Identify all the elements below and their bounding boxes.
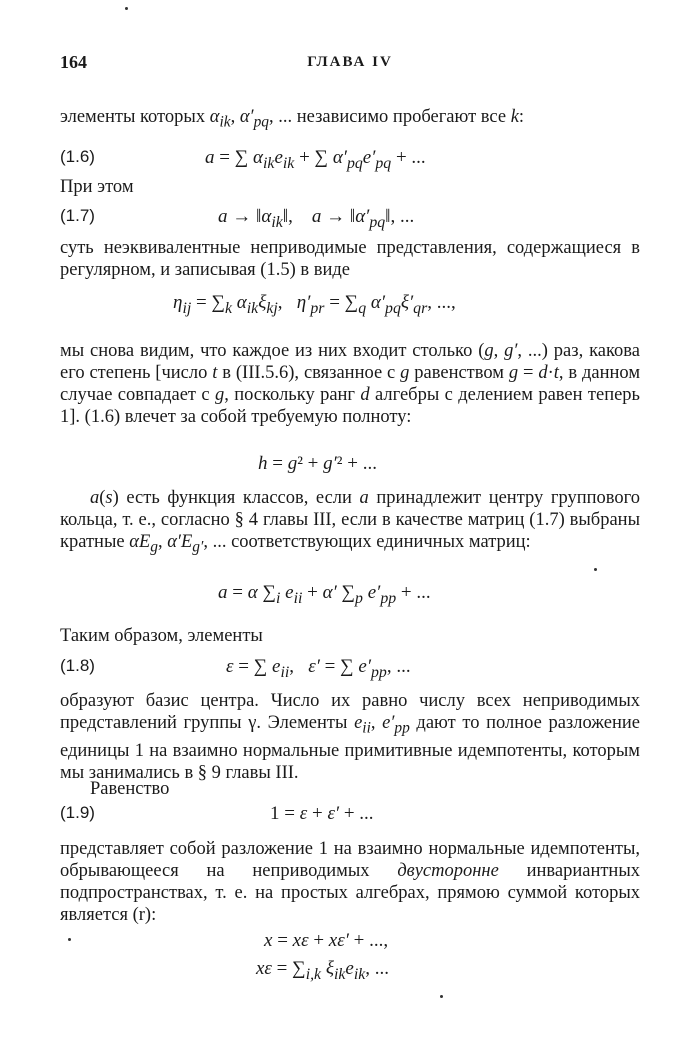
equation-number-1-6: (1.6)	[60, 147, 95, 166]
paragraph-9: представляет собой разложение 1 на взаимно нормальные идемпотенты, обрывающееся на неприводимых двусторонне инвариантных подпространствах, т. е. на простых алгебрах, прямою суммой которых является (r):	[60, 839, 641, 925]
page-number: 164	[60, 52, 87, 72]
print-speck	[68, 938, 71, 941]
paragraph-3: суть неэквивалентные неприводимые представления, содержащиеся в регулярном, и записывая (1.5) в виде	[60, 238, 640, 280]
equation-number-1-9: (1.9)	[60, 803, 95, 822]
text-line-8: Равенство	[90, 779, 170, 799]
page-header	[60, 52, 640, 76]
print-speck	[594, 568, 597, 571]
equation-number-1-8: (1.8)	[60, 656, 95, 675]
running-head: ГЛАВА IV	[307, 54, 393, 70]
text-line-1: элементы которых $\alpha_{ik}$, $\alpha'_{pq}$, ... независимо пробегают все k:	[60, 107, 525, 131]
paragraph-5: a(s) есть функция классов, если a принадлежит центру группового кольца, т. е., согласно § 4 главы III, если в качестве матриц (1.7) выбраны кратные $\alpha E_g$, $\alpha'E_{g'}$, ... соответствующих единичных матриц:	[60, 488, 640, 556]
print-speck	[440, 995, 443, 998]
text-line-2: При этом	[60, 177, 134, 197]
paragraph-7: образуют базис центра. Число их равно числу всех неприводимых представлений группы γ. Элементы $e_{ii}$, $e'_{pp}$ дают то полное разложение единицы 1 на взаимно нормальные примитивные идемпотенты, которым мы занимались в § 9 главы III.	[60, 691, 640, 783]
paragraph-4: мы снова видим, что каждое из них входит столько (g, g′, ...) раз, какова его степень [число t в (III.5.6), связанное с g равенством g = d·t, в данном случае совпадает с g, поскольку ранг d алгебры с делением равен теперь 1]. (1.6) влечет за собой требуемую полноту:	[60, 341, 641, 427]
print-speck	[125, 7, 128, 10]
text-line-6: Таким образом, элементы	[60, 626, 263, 646]
equation-number-1-7: (1.7)	[60, 206, 95, 225]
book-page: 164 ГЛАВА IV элементы которых $\alpha_{ik}$, $\alpha'_{pq}$, ... независимо пробегают все k: (1.6) a = ∑ $\alpha_{ik}e_{ik}$ + ∑ $\alpha'_{pq}e'_{pq}$ + ... При этом (1.7) $a \to ‖\alpha_{ik}‖$, $a \to ‖\alpha'_{pq}‖$, ... суть неэквивалентные неприводимые представления, содержащиеся в регулярном, и записывая (1.5) в виде $\eta_{ij} = \sum_k$ $\alpha_{ik}\xi_{kj}$, $\eta'_{pr} = \sum_q$ $\alpha'_{pq}\xi'_{qr}$, ..., мы снова видим, что каждое из них входит столько (g, g′, ...) раз, какова его степень [число t в (III.5.6), связанное с g равенством g = d·t, в данном случае совпадает с g, поскольку ранг d алгебры с делением равен теперь 1]. (1.6) влечет за собой требуемую полноту: h = g² + g′² + ... a(s) есть функция классов, если a принадлежит центру группового кольца, т. е., согласно § 4 главы III, если в качестве матриц (1.7) выбраны кратные $\alpha E_g$, $\alpha'E_{g'}$, ... соответствующих единичных матриц: a = α $\sum_i$ $e_{ii} + \alpha'$ $\sum_p$ $e'_{pp}$ + ... Таким образом, элементы (1.8) ε = ∑ $e_{ii}$, ε′ = ∑ $e'_{pp}$, ... образуют базис центра. Число их равно числу всех неприводимых представлений группы γ. Элементы $e_{ii}$, $e'_{pp}$ дают то полное разложение единицы 1 на взаимно нормальные примитивные идемпотенты, которым мы занимались в § 9 главы III. Равенство (1.9) 1 = ε + ε′ + ... представляет собой разложение 1 на взаимно нормальные идемпотенты, обрывающееся на неприводимых двусторонне инвариантных подпространствах, т. е. на простых алгебрах, прямою суммой которых является (r): x = xε + xε′ + ..., $x\varepsilon = \sum_{i,k}$ $\xi_{ik}e_{ik}$, ...	[0, 0, 700, 1046]
